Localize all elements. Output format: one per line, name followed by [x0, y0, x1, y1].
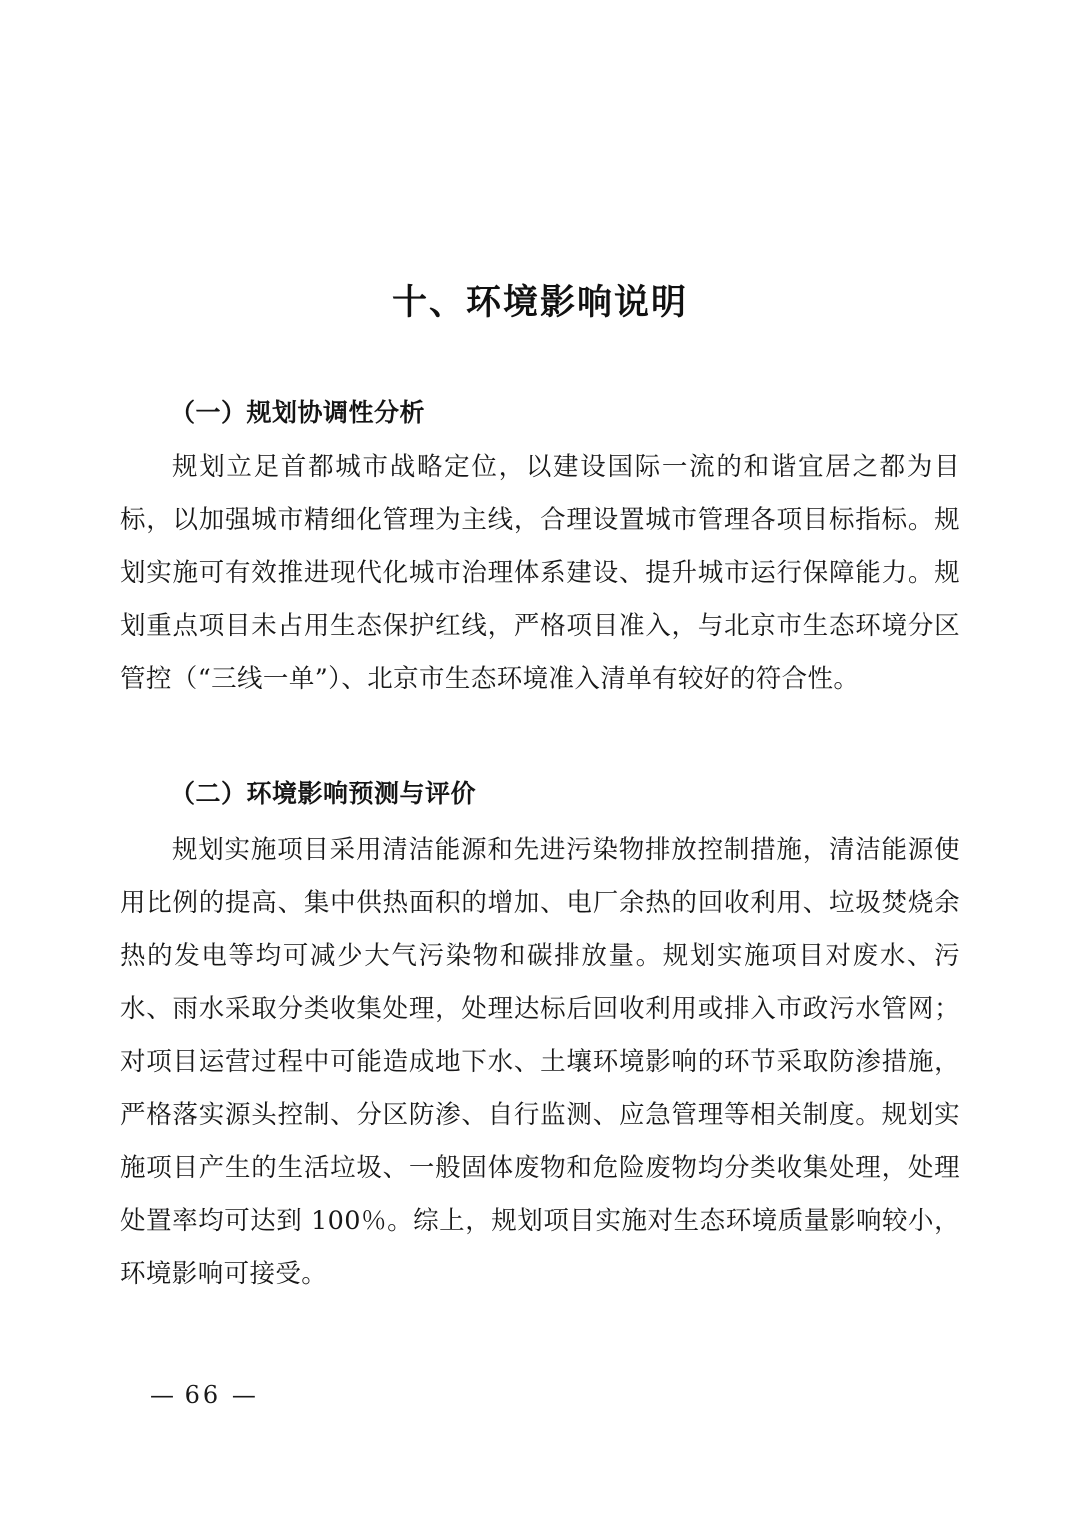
page-footer [150, 1381, 256, 1409]
footer-page-number: 66 [184, 1381, 222, 1409]
section-heading-2: （二）环境影响预测与评价 [170, 779, 477, 808]
page-title: 十、环境影响说明 [391, 282, 688, 323]
footer-dash-right: — [231, 1381, 256, 1409]
page-content [120, 0, 960, 1301]
footer-dash-left: — [150, 1381, 174, 1409]
section-heading-1: （一）规划协调性分析 [170, 398, 426, 427]
section-paragraph-1: 规划立足首都城市战略定位，以建设国际一流的和谐宜居之都为目标，以加强城市精细化管理为主线，合理设置城市管理各项目标指标。规划实施可有效推进现代化城市治理体系建设、提升城市运行保障能力。规划重点项目未占用生态保护红线，严格项目准入，与北京市生态环境分区管控（“三线一单”）、北京市生态环境准入清单有较好的符合性。 [120, 452, 960, 694]
section-paragraph-2: 规划实施项目采用清洁能源和先进污染物排放控制措施，清洁能源使用比例的提高、集中供热面积的增加、电厂余热的回收利用、垃圾焚烧余热的发电等均可减少大气污染物和碳排放量。规划实施项目对废水、污水、雨水采取分类收集处理，处理达标后回收利用或排入市政污水管网；对项目运营过程中可能造成地下水、土壤环境影响的环节采取防渗措施，严格落实源头控制、分区防渗、自行监测、应急管理等相关制度。规划实施项目产生的生活垃圾、一般固体废物和危险废物均分类收集处理，处理处置率均可达到 100％。综上，规划项目实施对生态环境质量影响较小，环境影响可接受。 [120, 835, 960, 1289]
